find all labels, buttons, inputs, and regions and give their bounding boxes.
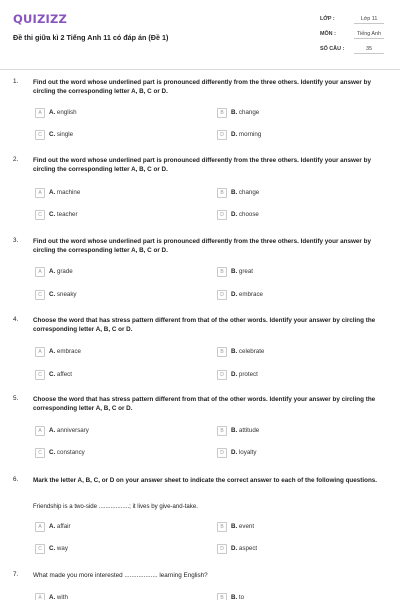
option-letter-box: B: [217, 267, 227, 277]
option-label: A.: [49, 109, 56, 116]
option-label: C.: [49, 131, 56, 138]
meta-subject-key: MÔN :: [320, 31, 336, 37]
option-label: C.: [49, 449, 56, 456]
question-number: 1.: [13, 78, 19, 85]
option-text: grade: [56, 268, 73, 275]
option-letter-box: C: [35, 290, 45, 300]
question-text: Choose the word that has stress pattern different from that of the other words. Identify your answer by circling the corresponding letter A, B, C or D.: [33, 396, 376, 412]
page-title: Đề thi giữa kì 2 Tiếng Anh 11 có đáp án (Đề 1): [13, 33, 169, 42]
option-text: constancy: [56, 449, 85, 456]
option-text: loyalty: [238, 449, 257, 456]
option-label: D.: [231, 291, 238, 298]
question-number: 5.: [13, 395, 19, 402]
option-text: aspect: [238, 545, 258, 552]
option-label: C.: [49, 291, 56, 298]
option-letter-box: B: [217, 593, 227, 600]
option-letter-box: B: [217, 347, 227, 357]
option-text: sneaky: [56, 291, 77, 298]
option-text: teacher: [56, 211, 78, 218]
option-text: choose: [238, 211, 259, 218]
option-label: A.: [49, 189, 56, 196]
question-text: Find out the word whose underlined part is pronounced differently from the three others. Identify your answer by circling the corresponding letter A, B, C or D.: [33, 79, 371, 95]
option-text: protect: [238, 371, 258, 378]
option-label: A.: [49, 427, 56, 434]
option-label: C.: [49, 211, 56, 218]
option-label: C.: [49, 545, 56, 552]
question-text: What made you more interested ................... learning English?: [33, 572, 208, 579]
option-label: A.: [49, 268, 56, 275]
option-letter-box: B: [217, 426, 227, 436]
question-text: Choose the word that has stress pattern different from that of the other words. Identify your answer by circling the corresponding letter A, B, C or D.: [33, 317, 376, 333]
option-label: A.: [49, 523, 56, 530]
meta-count-key: SỐ CÂU :: [320, 46, 345, 52]
option-label: D.: [231, 449, 238, 456]
option-letter-box: B: [217, 188, 227, 198]
option-letter-box: B: [217, 522, 227, 532]
option-label: A.: [49, 594, 56, 600]
question-text: Find out the word whose underlined part is pronounced differently from the three others. Identify your answer by circling the corresponding letter A, B, C or D.: [33, 157, 371, 173]
option-text: morning: [238, 131, 262, 138]
option-text: change: [238, 109, 260, 116]
option-letter-box: A: [35, 426, 45, 436]
header-divider: [0, 69, 400, 70]
option-letter-box: A: [35, 593, 45, 600]
option-text: affair: [56, 523, 71, 530]
option-letter-box: D: [217, 448, 227, 458]
option-text: anniversary: [56, 427, 89, 434]
option-letter-box: D: [217, 544, 227, 554]
option-letter-box: B: [217, 108, 227, 118]
question-number: 6.: [13, 476, 19, 483]
meta-class-value: Lớp 11: [354, 16, 384, 24]
option-text: attitude: [238, 427, 260, 434]
option-letter-box: A: [35, 347, 45, 357]
option-letter-box: C: [35, 448, 45, 458]
option-letter-box: A: [35, 108, 45, 118]
option-label: B.: [231, 427, 238, 434]
option-letter-box: A: [35, 267, 45, 277]
question-number: 3.: [13, 237, 19, 244]
option-label: A.: [49, 348, 56, 355]
option-letter-box: C: [35, 210, 45, 220]
question-sentence: Friendship is a two-side ..................; it lives by give-and-take.: [33, 503, 198, 510]
option-text: celebrate: [238, 348, 265, 355]
option-label: B.: [231, 523, 238, 530]
option-letter-box: D: [217, 370, 227, 380]
meta-subject-value: Tiếng Anh: [354, 31, 384, 39]
option-letter-box: D: [217, 290, 227, 300]
question-number: 4.: [13, 316, 19, 323]
option-text: embrace: [238, 291, 263, 298]
meta-class-key: LỚP :: [320, 16, 335, 22]
option-label: D.: [231, 545, 238, 552]
option-label: B.: [231, 594, 238, 600]
option-letter-box: D: [217, 130, 227, 140]
option-text: affect: [56, 371, 72, 378]
option-text: machine: [56, 189, 81, 196]
option-text: way: [56, 545, 68, 552]
option-label: B.: [231, 109, 238, 116]
option-letter-box: C: [35, 130, 45, 140]
option-label: B.: [231, 268, 238, 275]
option-letter-box: D: [217, 210, 227, 220]
option-text: single: [56, 131, 74, 138]
option-label: B.: [231, 348, 238, 355]
option-label: D.: [231, 371, 238, 378]
meta-count-value: 35: [354, 46, 384, 54]
option-letter-box: A: [35, 188, 45, 198]
option-text: embrace: [56, 348, 81, 355]
question-text: Find out the word whose underlined part is pronounced differently from the three others. Identify your answer by circling the corresponding letter A, B, C or D.: [33, 238, 371, 254]
option-letter-box: C: [35, 370, 45, 380]
option-text: english: [56, 109, 77, 116]
option-letter-box: A: [35, 522, 45, 532]
question-number: 2.: [13, 156, 19, 163]
question-number: 7.: [13, 571, 19, 578]
option-text: change: [238, 189, 260, 196]
option-text: with: [56, 594, 68, 600]
option-label: D.: [231, 211, 238, 218]
quizizz-logo: QUIZIZZ: [13, 12, 68, 26]
option-label: B.: [231, 189, 238, 196]
option-text: to: [238, 594, 245, 600]
option-label: D.: [231, 131, 238, 138]
question-text: Mark the letter A, B, C, or D on your answer sheet to indicate the correct answer to each of the following questions.: [33, 477, 378, 484]
option-label: C.: [49, 371, 56, 378]
option-text: event: [238, 523, 255, 530]
option-letter-box: C: [35, 544, 45, 554]
option-text: great: [238, 268, 254, 275]
